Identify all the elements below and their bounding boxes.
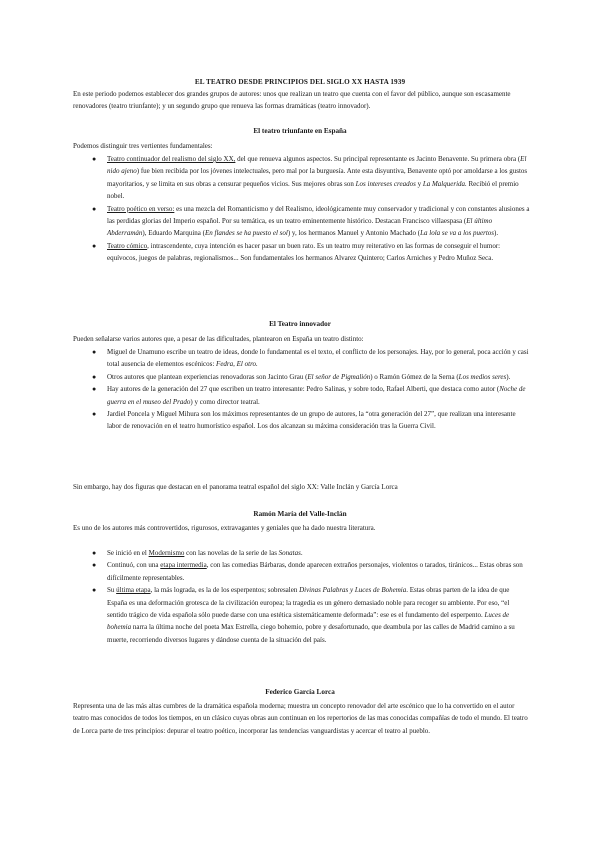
italic-title: La lola se va a los puertos: [420, 229, 495, 238]
link-teatro-poetico[interactable]: Teatro poético en verso:: [107, 204, 175, 213]
list-item: [0, 559, 531, 584]
list-item: [0, 203, 531, 240]
bullet-icon: ●: [92, 348, 97, 356]
italic-title: El señor de Pigmalión: [307, 372, 371, 381]
bullet-icon: ●: [92, 549, 97, 557]
valle-list: [0, 547, 600, 646]
bullet-icon: ●: [92, 372, 97, 381]
italic-title: Noche de guerra en el museo del Prado: [107, 385, 526, 406]
bullet-icon: ●: [92, 410, 97, 419]
innovador-intro: Pueden señalarse varios autores que, a pesar de las dificultades, plantearon en España un teatro distinto:: [73, 335, 364, 343]
list-item: [0, 240, 531, 265]
italic-title: La Malquerida.: [422, 179, 467, 188]
heading-garcia-lorca: Federico García Lorca: [265, 688, 335, 696]
list-item: [0, 584, 531, 646]
text-run: , intrascendente, cuya intención es hacer pasar un buen rato. Es un teatro muy reiterativo en las formas de conseguir el humor: equívocos, juegos de palabras, regionalismos... Son fundamentales los hermanos Alvarez Quintero; Carlos Arniches y Pedro Muñoz Seca.: [107, 241, 501, 263]
text-run: ) y, los hermanos Manuel y Antonio Machado (: [287, 229, 421, 238]
valle-intro: Es uno de los autores más controvertidos, rigurosos, extravagantes y geniales que ha dado nuestra literatura.: [73, 524, 376, 532]
italic-title: Fedra, El otro.: [216, 360, 258, 369]
italic-title: En flandes se ha puesto el sol: [204, 229, 288, 238]
list-item: [0, 346, 531, 371]
italic-title: El último Abderramán: [107, 217, 493, 238]
list-item: [0, 371, 531, 383]
italic-title: Sonatas: [278, 549, 301, 557]
link-modernismo[interactable]: Modernismo: [148, 549, 185, 557]
italic-title: Divinas Palabras y Luces de Bohemia: [299, 586, 407, 595]
innovador-list: [0, 346, 600, 433]
list-item: [0, 547, 531, 559]
bullet-icon: ●: [92, 241, 97, 250]
triunfante-intro: Podemos distinguir tres vertientes fundamentales:: [73, 142, 213, 150]
text-run: Recibió el premio nobel.: [107, 179, 519, 201]
text-run: y: [415, 179, 423, 188]
text-run: , la más lograda, es la de los esperpentos; sobresalen: [150, 586, 300, 595]
list-item: [0, 153, 531, 203]
italic-title: Luces de bohemia: [107, 611, 510, 632]
text-run: ), Eduardo Marquina (: [142, 229, 205, 238]
link-teatro-comico[interactable]: Teatro cómico: [107, 241, 148, 250]
link-etapa-intermedia[interactable]: etapa intermedia: [160, 561, 207, 570]
text-run: Continuó, con una: [107, 561, 161, 570]
text-run: con las novelas de la serie de las: [184, 549, 279, 557]
text-run: . Estas obras parten de la idea de que España es una deformación grotesca de la civilización europea; la tragedia es un género demasiado noble para recoger su ambiente. Por eso, “el sentido trágico de vida española sólo puede darse con una estética sistemáticamente deformada”: ese es el fundamento del esperpento.: [107, 586, 510, 620]
list-item: [0, 383, 531, 408]
text-run: ).: [506, 372, 511, 381]
text-run: Otros autores que plantean experiencias renovadoras son Jacinto Grau (: [107, 372, 308, 381]
text-run: narra la última noche del poeta Max Estrella, ciego bohemio, pobre y desafortunado, que deambula por las calles de Madrid camino a su muerte, recorriendo diversos lugares y dándose cuenta de la situación del país.: [107, 623, 515, 644]
text-run: .: [300, 549, 303, 557]
bullet-icon: ●: [92, 586, 97, 595]
text-run: Miguel de Unamuno escribe un teatro de ideas, donde lo fundamental es el texto, el conflicto de los personajes. Hay, por lo general, poca acción y casi total ausencia de elementos escénicos:: [107, 348, 529, 369]
document-title: EL TEATRO DESDE PRINCIPIOS DEL SIGLO XX HASTA 1939: [194, 78, 406, 86]
text-run: Hay autores de la generación del 27 que escriben un teatro interesante: Pedro Salinas, y sobre todo, Rafael Alberti, que destaca como autor (: [107, 385, 500, 394]
triunfante-list: [0, 153, 600, 265]
italic-title: El nido ajeno: [107, 155, 527, 176]
text-run: ) o Ramón Gómez de la Serna (: [370, 372, 459, 381]
innovador-closing: Sin embargo, hay dos figuras que destacan en el panorama teatral español del siglo XX: Valle Inclán y García Lorca: [73, 483, 398, 491]
heading-teatro-triunfante: El teatro triunfante en España: [253, 127, 347, 135]
bullet-icon: ●: [92, 155, 97, 163]
text-run: Jardiel Poncela y Miguel Mihura son los máximos representantes de un grupo de autores, la “otra generación del 27”, que realizan una interesante labor de renovación en el teatro humorístico español. Los dos alcanzan su máxima consideración tras la Guerra Civil.: [107, 410, 516, 431]
intro-paragraph: En este periodo podemos establecer dos grandes grupos de autores: unos que realizan un teatro que cuenta con el favor del público, aunque son escasamente renovadores (teatro triunfante); y un segundo grupo que renueva las formas dramáticas (teatro innovador).: [73, 90, 511, 111]
italic-title: Los intereses creados: [355, 179, 416, 188]
link-teatro-continuador[interactable]: Teatro continuador del realismo del siglo XX,: [107, 155, 236, 163]
lorca-paragraph: Representa una de las más altas cumbres de la dramática española moderna; muestra un concepto renovador del arte escénico que lo ha convertido en el autor teatro mas conocidos de todos los tiempos, en un clásico cuyas obras aun continuan en los repertorios de las mas conocidas compañías de todo el mundo. El teatro de Lorca parte de tres principios: depurar el teatro poético, incorporar las tendencias vanguardistas y acercar el teatro al pueblo.: [73, 702, 528, 735]
text-run: es una mezcla del Romanticismo y del Realismo, ideológicamente muy conservador y tradicional y con constantes alusiones a las perdidas glorias del Imperio español. Por su temática, es un teatro eminentemente histórico. Destacan Francisco villaespasa (: [107, 204, 530, 226]
text-run: , con las comedias Bárbaras, donde aparecen extraños personajes, violentos o tarados, tiránicos... Estas obras son difícilmente representables.: [107, 561, 523, 582]
list-item: [0, 408, 531, 433]
bullet-icon: ●: [92, 561, 97, 570]
heading-teatro-innovador: El Teatro innovador: [269, 320, 331, 328]
text-run: ).: [494, 229, 499, 238]
heading-valle-inclan: Ramón María del Valle-Inclán: [253, 510, 347, 518]
link-ultima-etapa[interactable]: última etapa: [116, 586, 151, 595]
text-run: ) y como director teatral.: [190, 397, 260, 406]
text-run: ) fue bien recibida por los jóvenes intelectuales, pero mal por la burguesía. Ante esta disyuntiva, Benavente optó por amoldarse a los gustos mayoritarios, y se limita en sus obras a censurar pequeños vicios. Sus mejores obras son: [107, 167, 528, 188]
text-run: del que renueva algunos aspectos. Su principal representante es Jacinto Benavente. Su primera obra (: [235, 155, 521, 163]
text-run: Su: [107, 586, 117, 595]
italic-title: Los medios seres: [458, 372, 507, 381]
text-run: Se inició en el: [107, 549, 149, 557]
bullet-icon: ●: [92, 385, 97, 394]
bullet-icon: ●: [92, 204, 97, 213]
